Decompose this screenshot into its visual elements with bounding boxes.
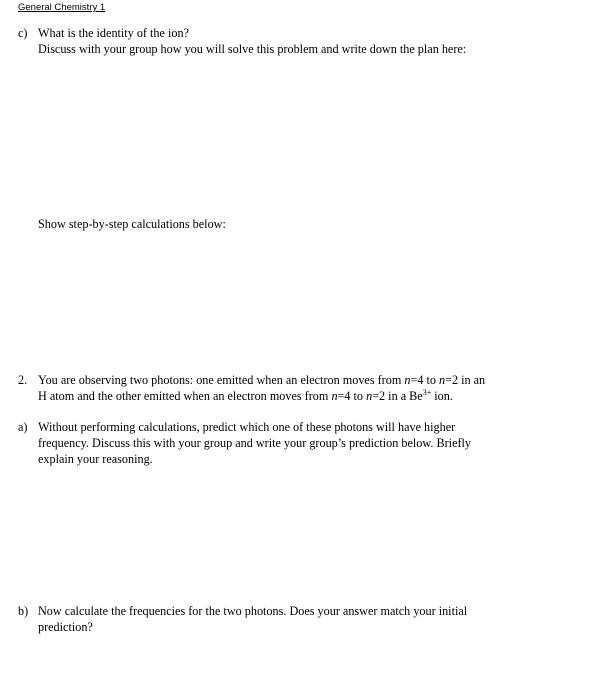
part-b-line-2: prediction? <box>38 620 93 634</box>
course-header: General Chemistry 1 <box>18 2 106 13</box>
part-a-line-2: frequency. Discuss this with your group and write your group’s prediction below. Briefly <box>38 436 472 450</box>
ion-charge: 3+ <box>422 387 432 397</box>
part-c-marker: c) <box>18 26 28 40</box>
part-b-line-1: Now calculate the frequencies for the two photons. Does your answer match your initial <box>38 604 468 618</box>
part-c-question: What is the identity of the ion? <box>38 26 189 40</box>
part-a-line-1: Without performing calculations, predict which one of these photons will have higher <box>38 420 456 434</box>
part-a-block <box>18 419 471 467</box>
question-2-block <box>18 372 485 404</box>
part-c-block <box>18 25 466 57</box>
calculation-prompt: Show step-by-step calculations below: <box>38 217 226 231</box>
question-2-line-1: You are observing two photons: one emitted when an electron moves from n=4 to n=2 in an <box>38 373 486 387</box>
part-a-marker: a) <box>18 420 28 434</box>
question-2-marker: 2. <box>18 373 28 387</box>
question-2-line-2: H atom and the other emitted when an electron moves from n=4 to n=2 in a $Be^{3+}$ ion. <box>38 387 453 403</box>
part-b-block <box>18 603 467 635</box>
part-c-instruction: Discuss with your group how you will solve this problem and write down the plan here: <box>38 42 467 56</box>
part-b-marker: b) <box>18 604 29 618</box>
part-a-line-3: explain your reasoning. <box>38 452 153 466</box>
